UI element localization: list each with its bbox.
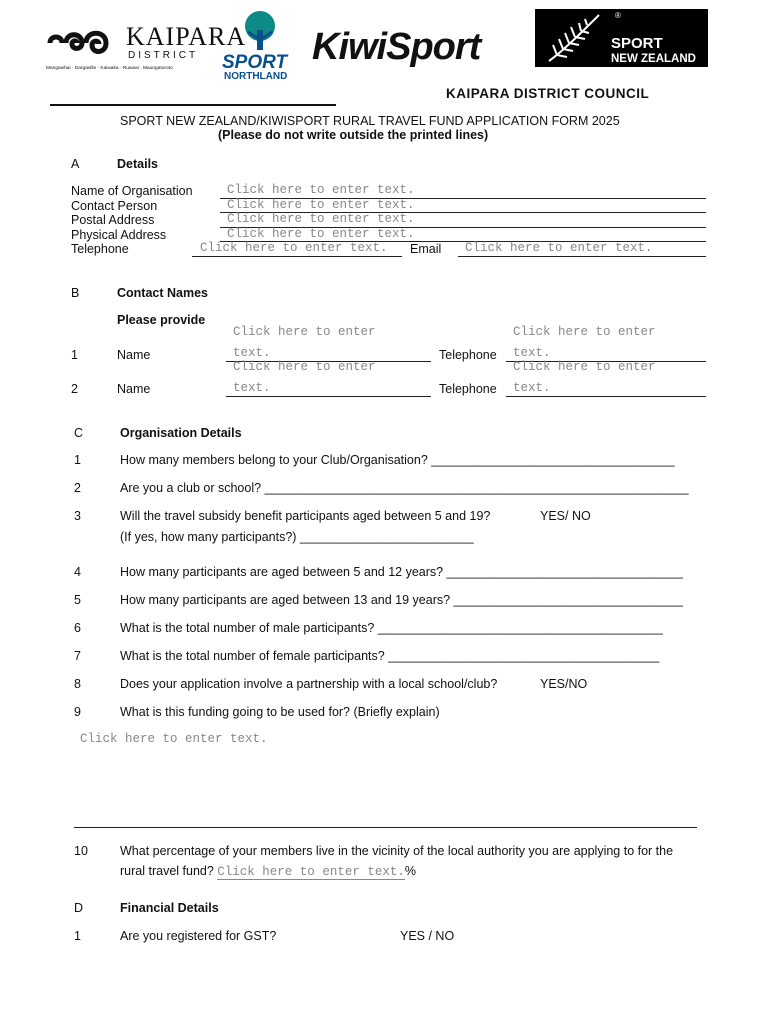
question-c4[interactable]: How many participants are aged between 5 and 12 years? __________________________________ <box>120 565 683 579</box>
contact1-phone-field-line1[interactable]: Click here to enter <box>513 325 656 339</box>
contact1-phone-field[interactable]: text. <box>513 346 551 360</box>
question-d1: Are you registered for GST? <box>120 929 277 943</box>
section-b-subheading: Please provide <box>117 313 206 327</box>
question-c6[interactable]: What is the total number of male participants? _________________________________________ <box>120 621 663 635</box>
question-c3-sub[interactable]: (If yes, how many participants?) _________________________ <box>120 530 474 544</box>
contact2-phone-line <box>506 396 706 397</box>
form-title: SPORT NEW ZEALAND/KIWISPORT RURAL TRAVEL FUND APPLICATION FORM 2025 <box>120 114 620 128</box>
question-c10-text: rural travel fund? <box>120 864 214 878</box>
question-c2-number: 2 <box>74 481 81 495</box>
funding-use-field[interactable]: Click here to enter text. <box>80 732 268 746</box>
email-field[interactable]: Click here to enter text. <box>465 241 653 255</box>
sport-northland-top: SPORT <box>222 52 288 73</box>
organisation-name-field[interactable]: Click here to enter text. <box>227 183 415 197</box>
question-c9: What is this funding going to be used for? (Briefly explain) <box>120 705 440 719</box>
physical-address-field[interactable]: Click here to enter text. <box>227 227 415 241</box>
percent-sign: % <box>404 864 416 878</box>
contact1-name-label: Name <box>117 348 151 362</box>
question-c5[interactable]: How many participants are aged between 13 and 19 years? _________________________________ <box>120 593 683 607</box>
contact-person-field[interactable]: Click here to enter text. <box>227 198 415 212</box>
label-contact-person: Contact Person <box>71 199 158 213</box>
section-b-letter: B <box>71 286 80 300</box>
question-c4-number: 4 <box>74 565 81 579</box>
kaipara-district-logo <box>46 18 247 76</box>
fern-icon <box>543 11 603 65</box>
header-divider <box>50 104 336 106</box>
question-c8-answer[interactable]: YES/NO <box>540 677 588 691</box>
section-d-letter: D <box>74 901 84 915</box>
email-line <box>458 256 706 257</box>
contact2-number: 2 <box>71 382 78 396</box>
contact2-name-line <box>226 396 431 397</box>
contact1-tel-label: Telephone <box>439 348 497 362</box>
contact1-number: 1 <box>71 348 78 362</box>
question-c8-number: 8 <box>74 677 81 691</box>
question-c8: Does your application involve a partnership with a local school/club? <box>120 677 498 691</box>
question-c3: Will the travel subsidy benefit participants aged between 5 and 19? <box>120 509 491 523</box>
registered-mark: ® <box>615 11 621 20</box>
label-email: Email <box>410 242 442 256</box>
tree-icon <box>238 10 282 52</box>
percentage-field[interactable]: Click here to enter text. <box>217 865 405 879</box>
label-organisation-name: Name of Organisation <box>71 184 193 198</box>
question-c9-number: 9 <box>74 705 81 719</box>
question-c3-number: 3 <box>74 509 81 523</box>
contact2-tel-label: Telephone <box>439 382 497 396</box>
form-subtitle: (Please do not write outside the printed lines) <box>218 128 489 142</box>
question-c3-answer[interactable]: YES/ NO <box>540 509 591 523</box>
kaipara-swirl-icon <box>46 22 124 64</box>
question-c5-number: 5 <box>74 593 81 607</box>
postal-address-field[interactable]: Click here to enter text. <box>227 212 415 226</box>
sport-northland-bottom: NORTHLAND <box>224 71 288 82</box>
question-c2[interactable]: Are you a club or school? _____________________________________________________________ <box>120 481 689 495</box>
section-a-heading: Details <box>117 157 158 171</box>
contact2-name-field-line1[interactable]: Click here to enter <box>233 360 376 374</box>
kaipara-logo-tagline: Mangawhai · Dargaville · Kaiwaka · Ruawai · Maungaturoto <box>46 66 173 71</box>
kaipara-logo-line1: KAIPARA <box>126 22 247 51</box>
section-b-heading: Contact Names <box>117 286 208 300</box>
question-c1-number: 1 <box>74 453 81 467</box>
section-a-letter: A <box>71 157 80 171</box>
section-c-heading: Organisation Details <box>120 426 242 440</box>
telephone-line <box>192 256 402 257</box>
telephone-field[interactable]: Click here to enter text. <box>200 241 388 255</box>
sport-northland-logo <box>222 10 300 82</box>
council-name: KAIPARA DISTRICT COUNCIL <box>446 86 650 101</box>
kiwisport-wordmark: KiwiSport <box>312 26 481 68</box>
section-d-heading: Financial Details <box>120 901 219 915</box>
question-c10-line1: What percentage of your members live in the vicinity of the local authority you are applying to for the <box>120 844 674 858</box>
question-c10-line2 <box>120 864 416 879</box>
question-d1-answer[interactable]: YES / NO <box>400 929 455 943</box>
question-c7[interactable]: What is the total number of female participants? _______________________________________ <box>120 649 660 663</box>
contact2-phone-field-line1[interactable]: Click here to enter <box>513 360 656 374</box>
label-physical-address: Physical Address <box>71 228 167 242</box>
contact2-name-field[interactable]: text. <box>233 381 271 395</box>
contact2-phone-field[interactable]: text. <box>513 381 551 395</box>
contact2-name-label: Name <box>117 382 151 396</box>
question-c10-number: 10 <box>74 844 88 858</box>
label-postal-address: Postal Address <box>71 213 155 227</box>
section-c-letter: C <box>74 426 84 440</box>
snz-line2: NEW ZEALAND <box>611 53 696 65</box>
contact1-name-field[interactable]: text. <box>233 346 271 360</box>
snz-line1: SPORT <box>611 35 663 52</box>
question-c7-number: 7 <box>74 649 81 663</box>
question-c1[interactable]: How many members belong to your Club/Organisation? ___________________________________ <box>120 453 675 467</box>
question-d1-number: 1 <box>74 929 81 943</box>
question-c6-number: 6 <box>74 621 81 635</box>
kiwisport-logo <box>312 26 492 76</box>
label-telephone: Telephone <box>71 242 129 256</box>
funding-use-line <box>74 827 697 828</box>
contact1-name-field-line1[interactable]: Click here to enter <box>233 325 376 339</box>
kaipara-logo-line2: DISTRICT <box>128 50 199 61</box>
sport-nz-logo <box>535 9 708 67</box>
